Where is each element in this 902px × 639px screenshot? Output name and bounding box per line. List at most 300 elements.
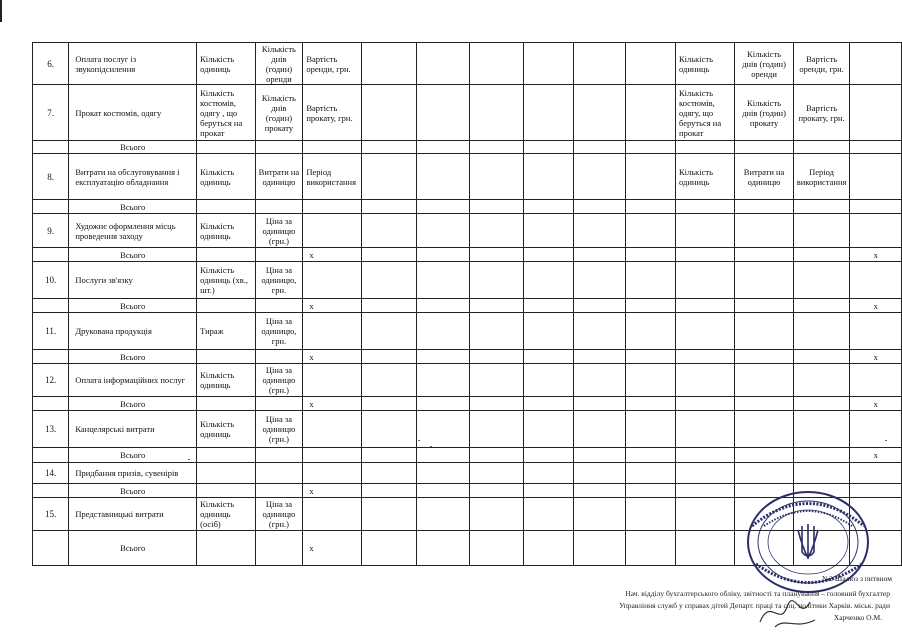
empty-cell (197, 141, 255, 154)
empty-cell (625, 397, 675, 411)
col-cost: Вартість прокату, грн. (303, 85, 362, 141)
empty-cell (33, 350, 69, 364)
empty-cell (523, 262, 573, 299)
footer-position: Нач. відділу бухгалтерського обліку, звітності та планування – головний бухгалтер (625, 589, 890, 598)
empty-cell (417, 248, 469, 262)
empty-cell (625, 154, 675, 200)
empty-cell (574, 397, 625, 411)
empty-cell (362, 364, 417, 397)
empty-cell (417, 484, 469, 498)
total-label: Всього (69, 141, 197, 154)
empty-cell (735, 350, 793, 364)
row-name: Представницькі витрати (69, 498, 197, 531)
total-label: Всього (69, 484, 197, 498)
empty-cell (417, 200, 469, 214)
empty-cell (676, 248, 735, 262)
empty-cell (735, 397, 793, 411)
empty-cell (735, 299, 793, 313)
empty-cell (362, 531, 417, 566)
empty-cell (469, 299, 523, 313)
scan-speck (418, 440, 420, 441)
total-x-mark: x (303, 484, 362, 498)
empty-cell (850, 85, 902, 141)
page-edge-mark (0, 0, 2, 22)
table-row (33, 313, 902, 350)
empty-cell (523, 364, 573, 397)
handwritten-signature (755, 592, 825, 632)
total-x-mark-right: x (850, 350, 902, 364)
empty-cell (469, 141, 523, 154)
empty-cell (362, 448, 417, 463)
empty-cell (362, 214, 417, 248)
col-unit: Кількість днів (годин) оренди (255, 43, 303, 85)
empty-cell (469, 531, 523, 566)
empty-cell (625, 141, 675, 154)
row-number: 13. (33, 411, 69, 448)
empty-cell (793, 397, 850, 411)
empty-cell (197, 484, 255, 498)
col-quantity: Кількість костюмів, одягу , що беруться на прокат (197, 85, 255, 141)
col-cost (303, 463, 362, 484)
col-quantity: Кількість одиниць (197, 43, 255, 85)
empty-cell (625, 531, 675, 566)
empty-cell (362, 248, 417, 262)
empty-cell (33, 448, 69, 463)
col-cost (303, 262, 362, 299)
total-row (33, 397, 902, 411)
total-x-mark: x (303, 397, 362, 411)
empty-cell (625, 448, 675, 463)
total-x-mark-right: x (850, 248, 902, 262)
empty-cell (574, 85, 625, 141)
col-quantity: Кількість одиниць (197, 411, 255, 448)
empty-cell (574, 141, 625, 154)
empty-cell (574, 154, 625, 200)
total-row (33, 448, 902, 463)
scan-speck (188, 459, 190, 460)
total-x-mark (303, 141, 362, 154)
empty-cell (676, 141, 735, 154)
empty-cell (362, 200, 417, 214)
empty-cell (625, 313, 675, 350)
empty-cell (255, 531, 303, 566)
empty-cell (793, 299, 850, 313)
col-unit-right: Витрати на одиницю (735, 154, 793, 200)
empty-cell (469, 350, 523, 364)
empty-cell (574, 200, 625, 214)
col-cost (303, 498, 362, 531)
empty-cell (523, 299, 573, 313)
empty-cell (469, 463, 523, 484)
col-unit-right (735, 214, 793, 248)
row-name: Оплата послуг із звукопідсилення (69, 43, 197, 85)
col-cost-right (793, 364, 850, 397)
empty-cell (574, 262, 625, 299)
col-cost: Вартість оренди, грн. (303, 43, 362, 85)
row-name: Прокат костюмів, одягу (69, 85, 197, 141)
empty-cell (417, 364, 469, 397)
empty-cell (676, 448, 735, 463)
empty-cell (625, 299, 675, 313)
empty-cell (574, 364, 625, 397)
col-unit-right (735, 411, 793, 448)
empty-cell (469, 397, 523, 411)
row-name: Витрати на обслуговування і експлуатацію обладнання (69, 154, 197, 200)
col-quantity (197, 463, 255, 484)
empty-cell (523, 463, 573, 484)
empty-cell (33, 484, 69, 498)
col-quantity: Кількість одиниць (197, 364, 255, 397)
empty-cell (523, 248, 573, 262)
total-x-mark-right: x (850, 448, 902, 463)
empty-cell (574, 43, 625, 85)
empty-cell (850, 313, 902, 350)
table-row (33, 85, 902, 141)
empty-cell (793, 141, 850, 154)
col-cost-right (793, 313, 850, 350)
col-quantity: Кількість одиниць (хв., шт.) (197, 262, 255, 299)
empty-cell (850, 262, 902, 299)
col-quantity-right: Кількість костюмів, одягу, що беруться на прокат (676, 85, 735, 141)
empty-cell (523, 154, 573, 200)
empty-cell (197, 397, 255, 411)
empty-cell (676, 397, 735, 411)
row-number: 7. (33, 85, 69, 141)
empty-cell (574, 248, 625, 262)
empty-cell (362, 262, 417, 299)
footer-department: Управління служб у справах дітей Департ. праці та соц. політики Харків. міськ. ради (619, 601, 890, 610)
col-cost-right (793, 411, 850, 448)
row-name: Придбання призів, сувенірів (69, 463, 197, 484)
row-number: 9. (33, 214, 69, 248)
empty-cell (417, 531, 469, 566)
empty-cell (523, 411, 573, 448)
col-cost (303, 411, 362, 448)
total-x-mark: x (303, 350, 362, 364)
scan-speck (885, 440, 887, 441)
empty-cell (793, 350, 850, 364)
col-unit: Ціна за одиницю (грн.) (255, 214, 303, 248)
empty-cell (255, 448, 303, 463)
empty-cell (625, 411, 675, 448)
empty-cell (523, 498, 573, 531)
total-x-mark-right: x (850, 397, 902, 411)
empty-cell (676, 200, 735, 214)
total-label: Всього (69, 248, 197, 262)
col-unit (255, 463, 303, 484)
empty-cell (469, 214, 523, 248)
empty-cell (33, 397, 69, 411)
col-cost (303, 214, 362, 248)
empty-cell (362, 299, 417, 313)
col-quantity-right (676, 262, 735, 299)
empty-cell (735, 200, 793, 214)
empty-cell (417, 313, 469, 350)
col-unit-right: Кількість днів (годин) оренди (735, 43, 793, 85)
empty-cell (255, 299, 303, 313)
empty-cell (574, 313, 625, 350)
col-cost-right: Період використання (793, 154, 850, 200)
empty-cell (793, 200, 850, 214)
empty-cell (469, 364, 523, 397)
empty-cell (625, 364, 675, 397)
empty-cell (850, 463, 902, 484)
empty-cell (676, 531, 735, 566)
footer-signatory: Харченко О.М. (833, 613, 882, 622)
col-unit: Ціна за одиницю, грн. (255, 262, 303, 299)
empty-cell (417, 154, 469, 200)
total-label: Всього (69, 200, 197, 214)
col-quantity-right (676, 313, 735, 350)
empty-cell (197, 299, 255, 313)
empty-cell (850, 411, 902, 448)
empty-cell (362, 141, 417, 154)
empty-cell (523, 313, 573, 350)
col-cost-right (793, 463, 850, 484)
empty-cell (735, 141, 793, 154)
row-number: 15. (33, 498, 69, 531)
total-label: Всього (69, 448, 197, 463)
empty-cell (625, 262, 675, 299)
empty-cell (625, 248, 675, 262)
empty-cell (362, 313, 417, 350)
col-quantity: Кількість одиниць (осіб) (197, 498, 255, 531)
empty-cell (417, 299, 469, 313)
empty-cell (469, 154, 523, 200)
empty-cell (197, 448, 255, 463)
empty-cell (417, 463, 469, 484)
empty-cell (574, 463, 625, 484)
empty-cell (417, 498, 469, 531)
empty-cell (255, 350, 303, 364)
empty-cell (362, 463, 417, 484)
empty-cell (574, 299, 625, 313)
total-label: Всього (69, 350, 197, 364)
empty-cell (523, 484, 573, 498)
col-cost: Період використання (303, 154, 362, 200)
table-row (33, 154, 902, 200)
empty-cell (469, 248, 523, 262)
empty-cell (523, 350, 573, 364)
row-number: 12. (33, 364, 69, 397)
col-cost (303, 313, 362, 350)
total-x-mark: x (303, 299, 362, 313)
empty-cell (417, 350, 469, 364)
empty-cell (197, 200, 255, 214)
row-number: 8. (33, 154, 69, 200)
col-quantity-right (676, 364, 735, 397)
empty-cell (362, 85, 417, 141)
table-row (33, 262, 902, 299)
empty-cell (574, 484, 625, 498)
col-cost (303, 364, 362, 397)
empty-cell (625, 200, 675, 214)
empty-cell (362, 397, 417, 411)
col-quantity-right: Кількість одиниць (676, 154, 735, 200)
empty-cell (362, 411, 417, 448)
empty-cell (417, 85, 469, 141)
row-name: Оплата інформаційних послуг (69, 364, 197, 397)
empty-cell (469, 313, 523, 350)
total-row (33, 299, 902, 313)
total-x-mark (303, 200, 362, 214)
empty-cell (469, 200, 523, 214)
empty-cell (255, 200, 303, 214)
row-name: Послуги зв'язку (69, 262, 197, 299)
total-label: Всього (69, 299, 197, 313)
empty-cell (469, 85, 523, 141)
empty-cell (625, 350, 675, 364)
empty-cell (523, 397, 573, 411)
empty-cell (850, 154, 902, 200)
scan-speck (430, 446, 432, 447)
empty-cell (469, 484, 523, 498)
col-cost-right: Вартість прокату, грн. (793, 85, 850, 141)
total-x-mark-right (850, 141, 902, 154)
empty-cell (417, 448, 469, 463)
row-name: Друкована продукція (69, 313, 197, 350)
table-row (33, 411, 902, 448)
row-number: 11. (33, 313, 69, 350)
empty-cell (362, 498, 417, 531)
col-unit: Ціна за одиницю (грн.) (255, 498, 303, 531)
empty-cell (574, 350, 625, 364)
empty-cell (523, 531, 573, 566)
empty-cell (255, 248, 303, 262)
table-row (33, 214, 902, 248)
row-number: 6. (33, 43, 69, 85)
empty-cell (523, 200, 573, 214)
empty-cell (676, 350, 735, 364)
row-number: 14. (33, 463, 69, 484)
total-row (33, 141, 902, 154)
empty-cell (523, 448, 573, 463)
total-label: Всього (69, 531, 197, 566)
empty-cell (33, 531, 69, 566)
empty-cell (469, 262, 523, 299)
empty-cell (850, 43, 902, 85)
empty-cell (417, 411, 469, 448)
empty-cell (625, 214, 675, 248)
empty-cell (793, 448, 850, 463)
col-unit-right (735, 463, 793, 484)
total-row (33, 200, 902, 214)
total-x-mark (303, 448, 362, 463)
empty-cell (523, 141, 573, 154)
table-row (33, 43, 902, 85)
col-quantity-right: Кількість одиниць (676, 43, 735, 85)
empty-cell (33, 299, 69, 313)
col-cost-right (793, 262, 850, 299)
col-quantity-right (676, 498, 735, 531)
empty-cell (197, 531, 255, 566)
empty-cell (255, 141, 303, 154)
empty-cell (417, 262, 469, 299)
empty-cell (793, 248, 850, 262)
total-x-mark: x (303, 531, 362, 566)
empty-cell (574, 531, 625, 566)
col-unit-right (735, 364, 793, 397)
empty-cell (625, 463, 675, 484)
empty-cell (676, 299, 735, 313)
empty-cell (469, 43, 523, 85)
col-unit-right (735, 313, 793, 350)
empty-cell (417, 214, 469, 248)
empty-cell (33, 200, 69, 214)
table-row (33, 364, 902, 397)
col-unit: Ціна за одиницю, грн. (255, 313, 303, 350)
table-row (33, 463, 902, 484)
empty-cell (362, 43, 417, 85)
empty-cell (735, 248, 793, 262)
total-x-mark-right: x (850, 299, 902, 313)
empty-cell (469, 498, 523, 531)
empty-cell (417, 141, 469, 154)
total-x-mark: x (303, 248, 362, 262)
empty-cell (362, 154, 417, 200)
row-number: 10. (33, 262, 69, 299)
col-unit-right: Кількість днів (годин) прокату (735, 85, 793, 141)
empty-cell (417, 43, 469, 85)
total-x-mark-right (850, 200, 902, 214)
empty-cell (850, 214, 902, 248)
col-cost-right: Вартість оренди, грн. (793, 43, 850, 85)
empty-cell (469, 411, 523, 448)
empty-cell (625, 43, 675, 85)
footer-stamp-note: №2 Шалюз з питвном (822, 574, 892, 583)
col-quantity: Кількість одиниць (197, 214, 255, 248)
col-quantity-right (676, 411, 735, 448)
empty-cell (676, 484, 735, 498)
row-name: Художнє оформлення місць проведення заходу (69, 214, 197, 248)
col-unit: Ціна за одиницю (грн.) (255, 411, 303, 448)
empty-cell (523, 85, 573, 141)
col-quantity-right (676, 463, 735, 484)
empty-cell (469, 448, 523, 463)
empty-cell (850, 364, 902, 397)
empty-cell (197, 350, 255, 364)
empty-cell (574, 448, 625, 463)
empty-cell (362, 484, 417, 498)
empty-cell (197, 248, 255, 262)
empty-cell (625, 484, 675, 498)
empty-cell (33, 141, 69, 154)
empty-cell (574, 498, 625, 531)
empty-cell (255, 397, 303, 411)
col-unit: Витрати на одиницю (255, 154, 303, 200)
empty-cell (625, 85, 675, 141)
empty-cell (735, 448, 793, 463)
empty-cell (523, 43, 573, 85)
empty-cell (574, 411, 625, 448)
empty-cell (523, 214, 573, 248)
total-label: Всього (69, 397, 197, 411)
col-quantity: Тираж (197, 313, 255, 350)
empty-cell (574, 214, 625, 248)
col-unit: Ціна за одиницю (грн.) (255, 364, 303, 397)
col-cost-right (793, 214, 850, 248)
empty-cell (362, 350, 417, 364)
empty-cell (417, 397, 469, 411)
empty-cell (625, 498, 675, 531)
col-quantity-right (676, 214, 735, 248)
empty-cell (33, 248, 69, 262)
total-row (33, 350, 902, 364)
empty-cell (255, 484, 303, 498)
row-name: Канцелярські витрати (69, 411, 197, 448)
col-unit: Кількість днів (годин) прокату (255, 85, 303, 141)
col-unit-right (735, 262, 793, 299)
